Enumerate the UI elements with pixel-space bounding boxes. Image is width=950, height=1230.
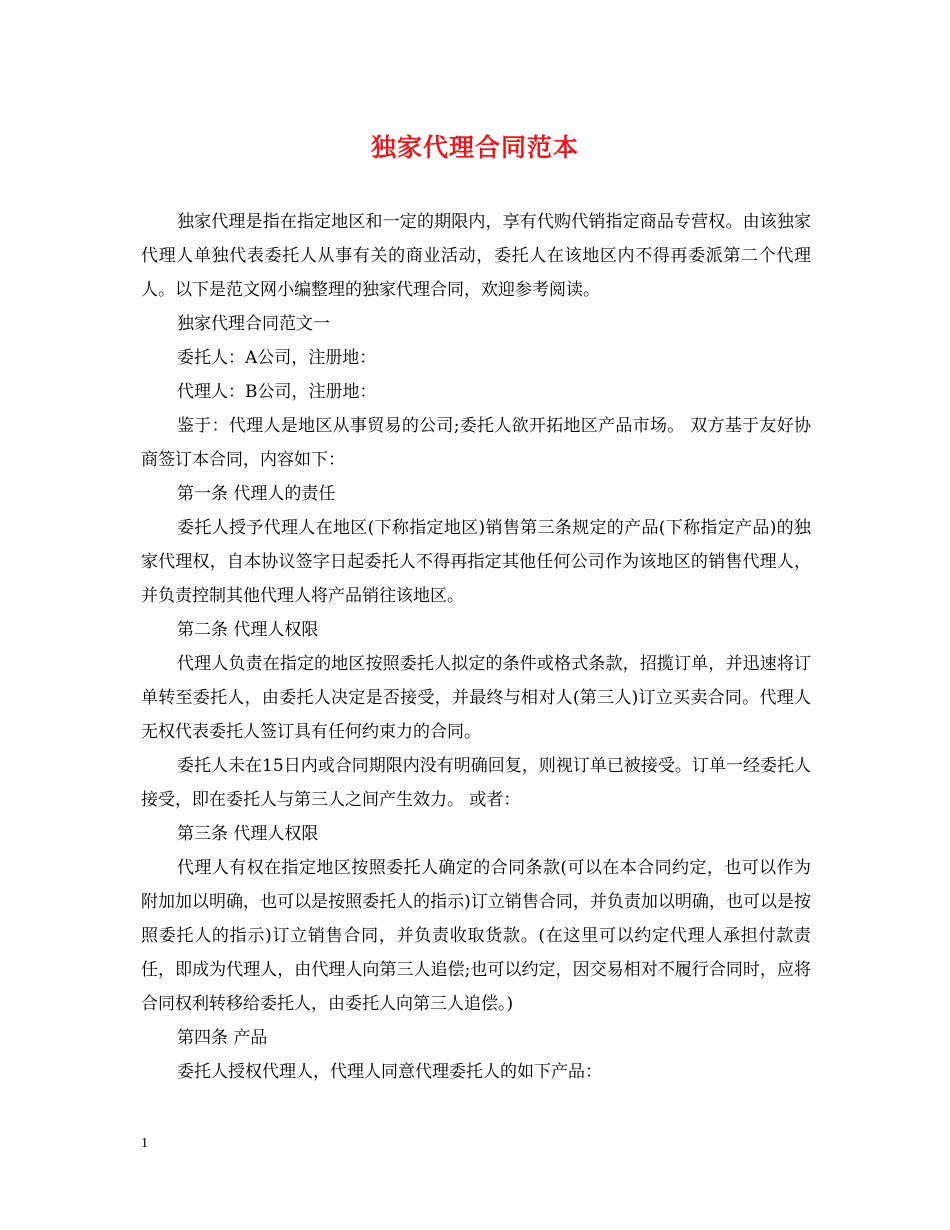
paragraph-sample-heading: 独家代理合同范文一 [177,314,330,334]
article-4-heading: 第四条 产品 [177,1028,268,1048]
article-4-text: 委托人授权代理人，代理人同意代理委托人的如下产品： [177,1062,602,1082]
paragraph-principal: 委托人：A公司，注册地： [177,348,377,368]
article-2-heading: 第二条 代理人权限 [177,620,319,640]
article-3-text: 代理人有权在指定地区按照委托人确定的合同条款(可以在本合同约定，也可以作为附加加以明确，也可以是按照委托人的指示)订立销售合同，并负责加以明确，也可以是按照委托人的指示)订立销售合同，并负责收取货款。(在这里可以约定代理人承担付款责任，即成为代理人，由代理人向第三人追偿;也可以约定，因交易相对不履行合同时，应将合同权利转移给委托人，由委托人向第三人追偿。) [141,858,811,1014]
page-number: 1 [141,1136,148,1151]
article-2-text-continued: 委托人未在15日内或合同期限内没有明确回复，则视订单已被接受。订单一经委托人接受，即在委托人与第三人之间产生效力。 或者： [141,756,811,810]
paragraph-whereas: 鉴于：代理人是地区从事贸易的公司;委托人欲开拓地区产品市场。 双方基于友好协商签订本合同，内容如下： [141,416,811,470]
paragraph-agent: 代理人：B公司，注册地： [177,382,377,402]
article-2-text: 代理人负责在指定的地区按照委托人拟定的条件或格式条款，招揽订单，并迅速将订单转至委托人，由委托人决定是否接受，并最终与相对人(第三人)订立买卖合同。代理人无权代表委托人签订具有任何约束力的合同。 [141,654,811,742]
document-title: 独家代理合同范本 [370,133,579,162]
paragraph-intro: 独家代理是指在指定地区和一定的期限内，享有代购代销指定商品专营权。由该独家代理人单独代表委托人从事有关的商业活动，委托人在该地区内不得再委派第二个代理人。以下是范文网小编整理的独家代理合同，欢迎参考阅读。 [141,212,811,300]
document-body [141,205,811,1089]
article-1-heading: 第一条 代理人的责任 [177,484,336,504]
article-1-text: 委托人授予代理人在地区(下称指定地区)销售第三条规定的产品(下称指定产品)的独家代理权，自本协议签字日起委托人不得再指定其他任何公司作为该地区的销售代理人，并负责控制其他代理人将产品销往该地区。 [141,518,811,606]
article-3-heading: 第三条 代理人权限 [177,824,319,844]
